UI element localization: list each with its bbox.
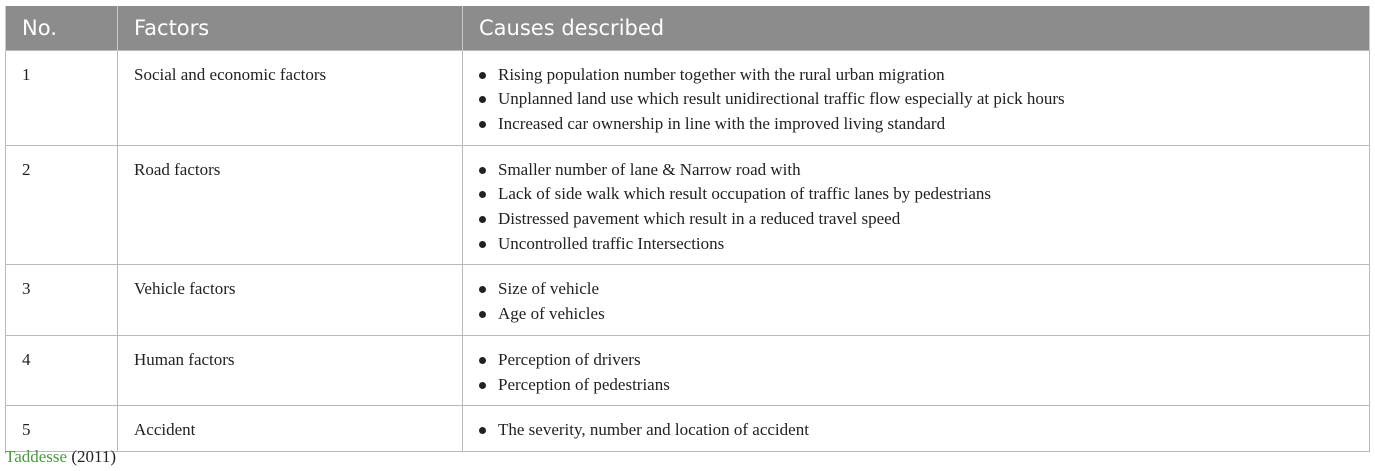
row-factor: Road factors [118, 145, 463, 265]
cause-item [479, 182, 1369, 207]
cause-text: The severity, number and location of accident [498, 420, 809, 440]
row-causes [463, 335, 1370, 405]
causes-list [479, 418, 1369, 443]
row-factor: Vehicle factors [118, 265, 463, 335]
bullet-icon [479, 357, 486, 364]
cause-item [479, 87, 1369, 112]
row-number: 3 [6, 265, 118, 335]
cause-text: Unplanned land use which result unidirectional traffic flow especially at pick hours [498, 89, 1065, 109]
cause-text: Increased car ownership in line with the improved living standard [498, 113, 946, 133]
cause-text: Perception of pedestrians [498, 374, 670, 394]
bullet-icon [479, 216, 486, 223]
row-number: 5 [6, 406, 118, 452]
cause-text: Size of vehicle [498, 279, 600, 299]
bullet-icon [479, 382, 486, 389]
table-source-citation [5, 447, 116, 467]
cause-item [479, 373, 1369, 398]
cause-text: Age of vehicles [498, 304, 605, 324]
cause-item [479, 277, 1369, 302]
row-causes [463, 406, 1370, 452]
cause-item [479, 112, 1369, 137]
row-factor: Human factors [118, 335, 463, 405]
cause-text: Distressed pavement which result in a reduced travel speed [498, 209, 901, 229]
table-header-row [6, 6, 1370, 50]
table-row [6, 265, 1370, 335]
bullet-icon [479, 427, 486, 434]
bullet-icon [479, 121, 486, 128]
row-number: 2 [6, 145, 118, 265]
cause-item [479, 158, 1369, 183]
cause-item [479, 348, 1369, 373]
table-row [6, 145, 1370, 265]
citation-year: (2011) [71, 447, 117, 466]
factors-table-container [5, 6, 1369, 452]
citation-author-link[interactable]: Taddesse [5, 447, 68, 466]
table-row [6, 406, 1370, 452]
row-factor: Social and economic factors [118, 50, 463, 145]
bullet-icon [479, 167, 486, 174]
cause-item [479, 418, 1369, 443]
row-causes [463, 145, 1370, 265]
cause-text: Rising population number together with the rural urban migration [498, 64, 945, 84]
bullet-icon [479, 311, 486, 318]
cause-text: Smaller number of lane & Narrow road with [498, 159, 801, 179]
header-causes: Causes described [463, 6, 1370, 50]
bullet-icon [479, 241, 486, 248]
bullet-icon [479, 96, 486, 103]
causes-list [479, 277, 1369, 326]
table-row [6, 335, 1370, 405]
cause-text: Uncontrolled traffic Intersections [498, 233, 725, 253]
cause-text: Lack of side walk which result occupation of traffic lanes by pedestrians [498, 184, 991, 204]
header-no: No. [6, 6, 118, 50]
cause-item [479, 63, 1369, 88]
causes-list [479, 63, 1369, 137]
cause-text: Perception of drivers [498, 349, 641, 369]
table-row [6, 50, 1370, 145]
row-number: 1 [6, 50, 118, 145]
cause-item [479, 232, 1369, 257]
bullet-icon [479, 191, 486, 198]
row-number: 4 [6, 335, 118, 405]
cause-item [479, 302, 1369, 327]
row-causes [463, 265, 1370, 335]
header-factors: Factors [118, 6, 463, 50]
row-factor: Accident [118, 406, 463, 452]
bullet-icon [479, 286, 486, 293]
bullet-icon [479, 72, 486, 79]
causes-list [479, 348, 1369, 397]
factors-table [5, 6, 1370, 452]
cause-item [479, 207, 1369, 232]
row-causes [463, 50, 1370, 145]
causes-list [479, 158, 1369, 257]
